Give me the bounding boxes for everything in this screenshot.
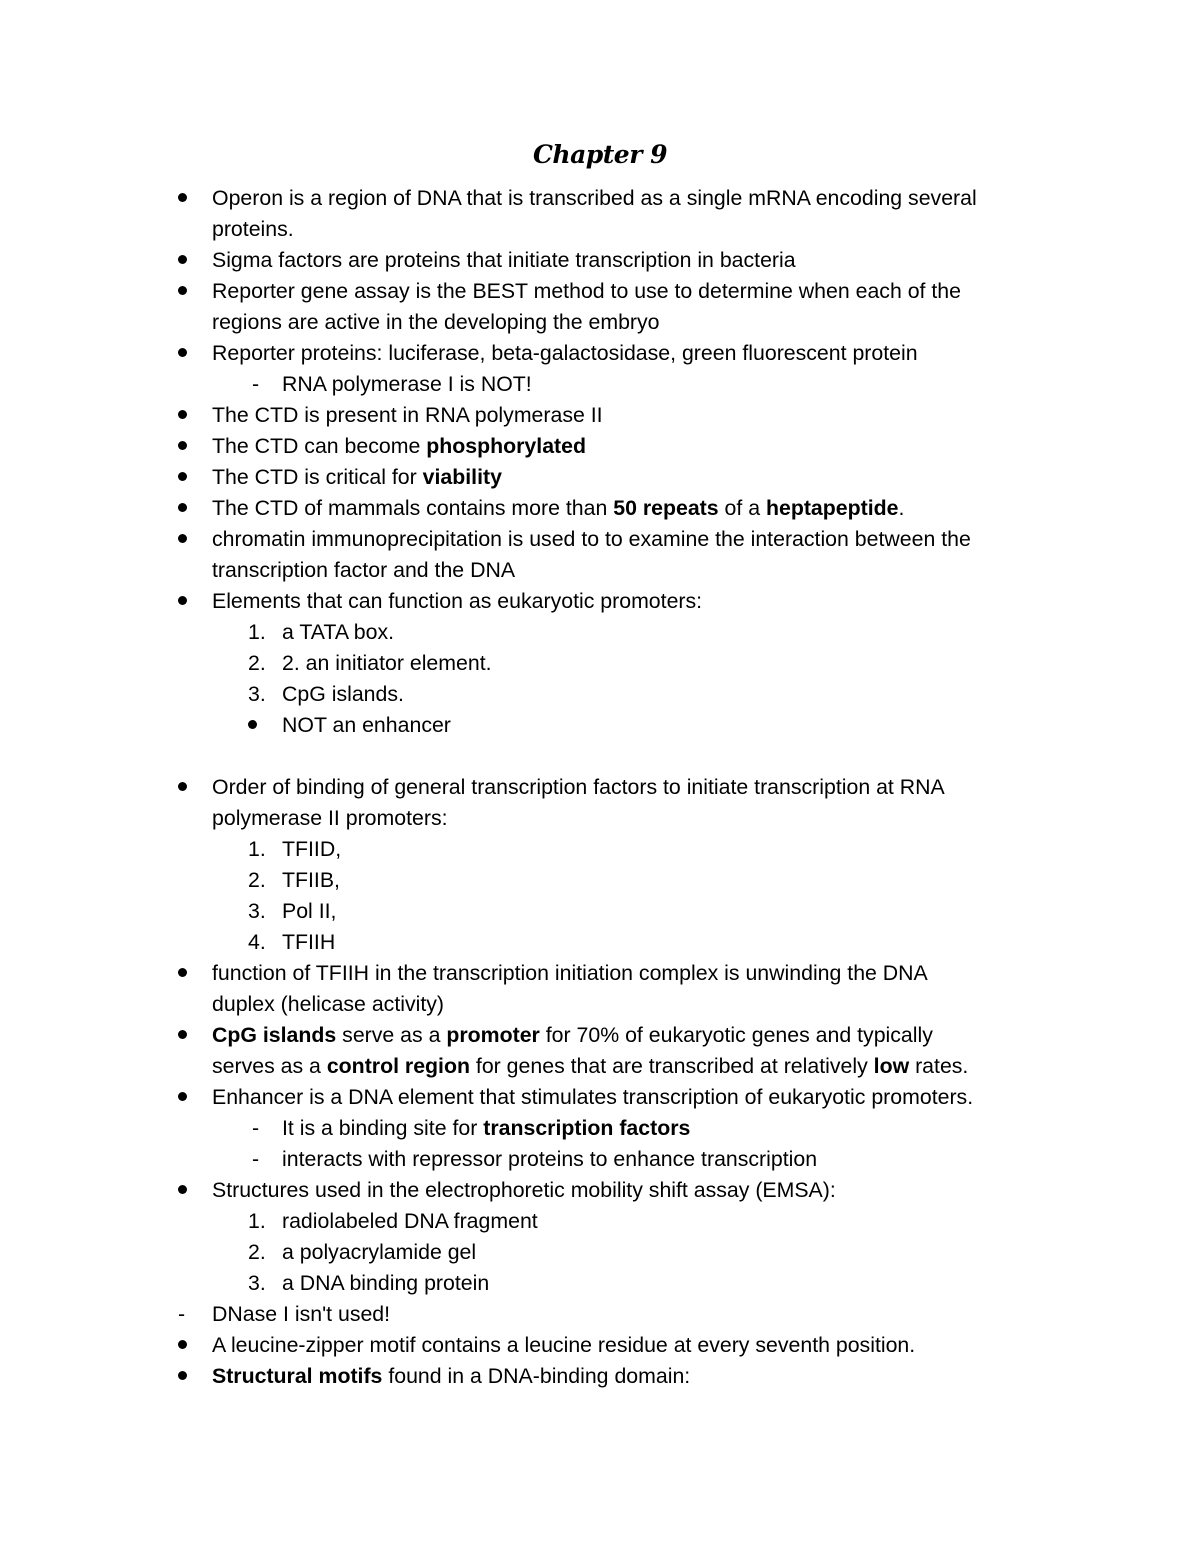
item-text: transcription factor and the DNA [212, 558, 516, 582]
list-item [0, 1361, 1200, 1392]
bullet-icon [178, 276, 187, 307]
list-item [0, 1268, 1200, 1299]
bullet-icon [178, 524, 187, 555]
list-item [0, 617, 1200, 648]
item-text: serves as a [212, 1054, 327, 1078]
bullet-icon [178, 1175, 187, 1206]
list-number: 1. [248, 1209, 266, 1233]
item-text: Enhancer is a DNA element that stimulates transcription of eukaryotic promoters. [212, 1085, 974, 1109]
list-item [0, 958, 1200, 1020]
list-item [0, 400, 1200, 431]
item-text: serve as a [336, 1023, 447, 1047]
bullet-icon [178, 183, 187, 214]
bullet-icon [178, 1330, 187, 1361]
bullet-icon [178, 462, 187, 493]
bullet-icon [178, 586, 187, 617]
item-text: DNase I isn't used! [212, 1302, 391, 1326]
list-number: 3. [248, 899, 266, 923]
dash-marker: - [252, 372, 260, 396]
item-text-bold: promoter [446, 1023, 540, 1047]
list-item [0, 772, 1200, 834]
list-item [0, 524, 1200, 586]
bullet-icon [248, 710, 257, 741]
item-text: Elements that can function as eukaryotic promoters: [212, 589, 703, 613]
item-text-bold: heptapeptide [765, 496, 899, 520]
item-text: found in a DNA-binding domain: [382, 1364, 691, 1388]
item-text-bold: phosphorylated [426, 434, 586, 458]
item-text-bold: Structural motifs [212, 1364, 383, 1388]
list-item [0, 896, 1200, 927]
item-text: The CTD can become [212, 434, 427, 458]
item-text: polymerase II promoters: [212, 806, 448, 830]
dash-marker: - [252, 1147, 260, 1171]
list-item [0, 462, 1200, 493]
bullet-icon [178, 400, 187, 431]
list-item [0, 1082, 1200, 1113]
list-item [0, 183, 1200, 245]
item-text: regions are active in the developing the embryo [212, 310, 660, 334]
item-text: 2. an initiator element. [282, 651, 492, 675]
list-item [0, 648, 1200, 679]
dash-marker: - [252, 1116, 260, 1140]
item-text: a polyacrylamide gel [282, 1240, 477, 1264]
item-text: TFIIH [282, 930, 336, 954]
item-text: Structures used in the electrophoretic mobility shift assay (EMSA): [212, 1178, 836, 1202]
page-title: Chapter 9 [533, 140, 667, 169]
item-text: of a [718, 496, 766, 520]
list-number: 1. [248, 837, 266, 861]
list-item [0, 1237, 1200, 1268]
item-text: Operon is a region of DNA that is transcribed as a single mRNA encoding several [212, 186, 977, 210]
bullet-icon [178, 1361, 187, 1392]
bullet-icon [178, 338, 187, 369]
list-item [0, 431, 1200, 462]
item-text: rates. [909, 1054, 969, 1078]
list-item [0, 586, 1200, 617]
item-text: It is a binding site for [282, 1116, 484, 1140]
item-text: A leucine-zipper motif contains a leucine residue at every seventh position. [212, 1333, 916, 1357]
list-item [0, 493, 1200, 524]
list-number: 4. [248, 930, 266, 954]
item-text: for 70% of eukaryotic genes and typically [539, 1023, 933, 1047]
list-item [0, 1330, 1200, 1361]
item-text: The CTD is present in RNA polymerase II [212, 403, 603, 427]
list-item [0, 1299, 1200, 1330]
list-item [0, 369, 1200, 400]
item-text: TFIIB, [282, 868, 340, 892]
list-item [0, 1113, 1200, 1144]
bullet-icon [178, 1082, 187, 1113]
item-text: for genes that are transcribed at relatively [470, 1054, 874, 1078]
item-text: Order of binding of general transcription factors to initiate transcription at RNA [212, 775, 945, 799]
item-text: The CTD is critical for [212, 465, 423, 489]
dash-marker: - [178, 1302, 186, 1326]
bullet-icon [178, 431, 187, 462]
list-item [0, 1020, 1200, 1082]
item-text-bold: transcription factors [483, 1116, 691, 1140]
item-text: proteins. [212, 217, 294, 241]
list-number: 3. [248, 682, 266, 706]
list-number: 2. [248, 1240, 266, 1264]
item-text: radiolabeled DNA fragment [282, 1209, 538, 1233]
item-text: Reporter gene assay is the BEST method to use to determine when each of the [212, 279, 961, 303]
list-number: 2. [248, 651, 266, 675]
item-text: function of TFIIH in the transcription initiation complex is unwinding the DNA [212, 961, 928, 985]
list-item [0, 679, 1200, 710]
list-item [0, 710, 1200, 741]
item-text: Sigma factors are proteins that initiate transcription in bacteria [212, 248, 796, 272]
list-item [0, 927, 1200, 958]
item-text-bold: CpG islands [212, 1023, 337, 1047]
bullet-icon [178, 772, 187, 803]
list-item [0, 1144, 1200, 1175]
item-text: chromatin immunoprecipitation is used to to examine the interaction between the [212, 527, 971, 551]
bullet-icon [178, 493, 187, 524]
item-text-bold: 50 repeats [613, 496, 719, 520]
notes-list [0, 183, 1200, 1392]
list-item [0, 1175, 1200, 1206]
list-number: 1. [248, 620, 266, 644]
list-item [0, 834, 1200, 865]
item-text: Pol II, [282, 899, 337, 923]
item-text-bold: control region [326, 1054, 470, 1078]
item-text: TFIID, [282, 837, 342, 861]
item-text: The CTD of mammals contains more than [212, 496, 614, 520]
item-text-bold: low [873, 1054, 910, 1078]
list-item [0, 338, 1200, 369]
item-text: Reporter proteins: luciferase, beta-galactosidase, green fluorescent protein [212, 341, 918, 365]
item-text: a DNA binding protein [282, 1271, 490, 1295]
item-text: interacts with repressor proteins to enhance transcription [282, 1147, 818, 1171]
bullet-icon [178, 958, 187, 989]
list-item [0, 245, 1200, 276]
item-text: duplex (helicase activity) [212, 992, 444, 1016]
list-number: 3. [248, 1271, 266, 1295]
list-item [0, 865, 1200, 896]
item-text: RNA polymerase I is NOT! [282, 372, 532, 396]
item-text: CpG islands. [282, 682, 404, 706]
item-text: a TATA box. [282, 620, 395, 644]
bullet-icon [178, 1020, 187, 1051]
list-item [0, 276, 1200, 338]
item-text-bold: viability [422, 465, 502, 489]
bullet-icon [178, 245, 187, 276]
blank-line [0, 741, 1200, 772]
list-item [0, 1206, 1200, 1237]
item-text: . [898, 496, 905, 520]
list-number: 2. [248, 868, 266, 892]
item-text: NOT an enhancer [282, 713, 451, 737]
